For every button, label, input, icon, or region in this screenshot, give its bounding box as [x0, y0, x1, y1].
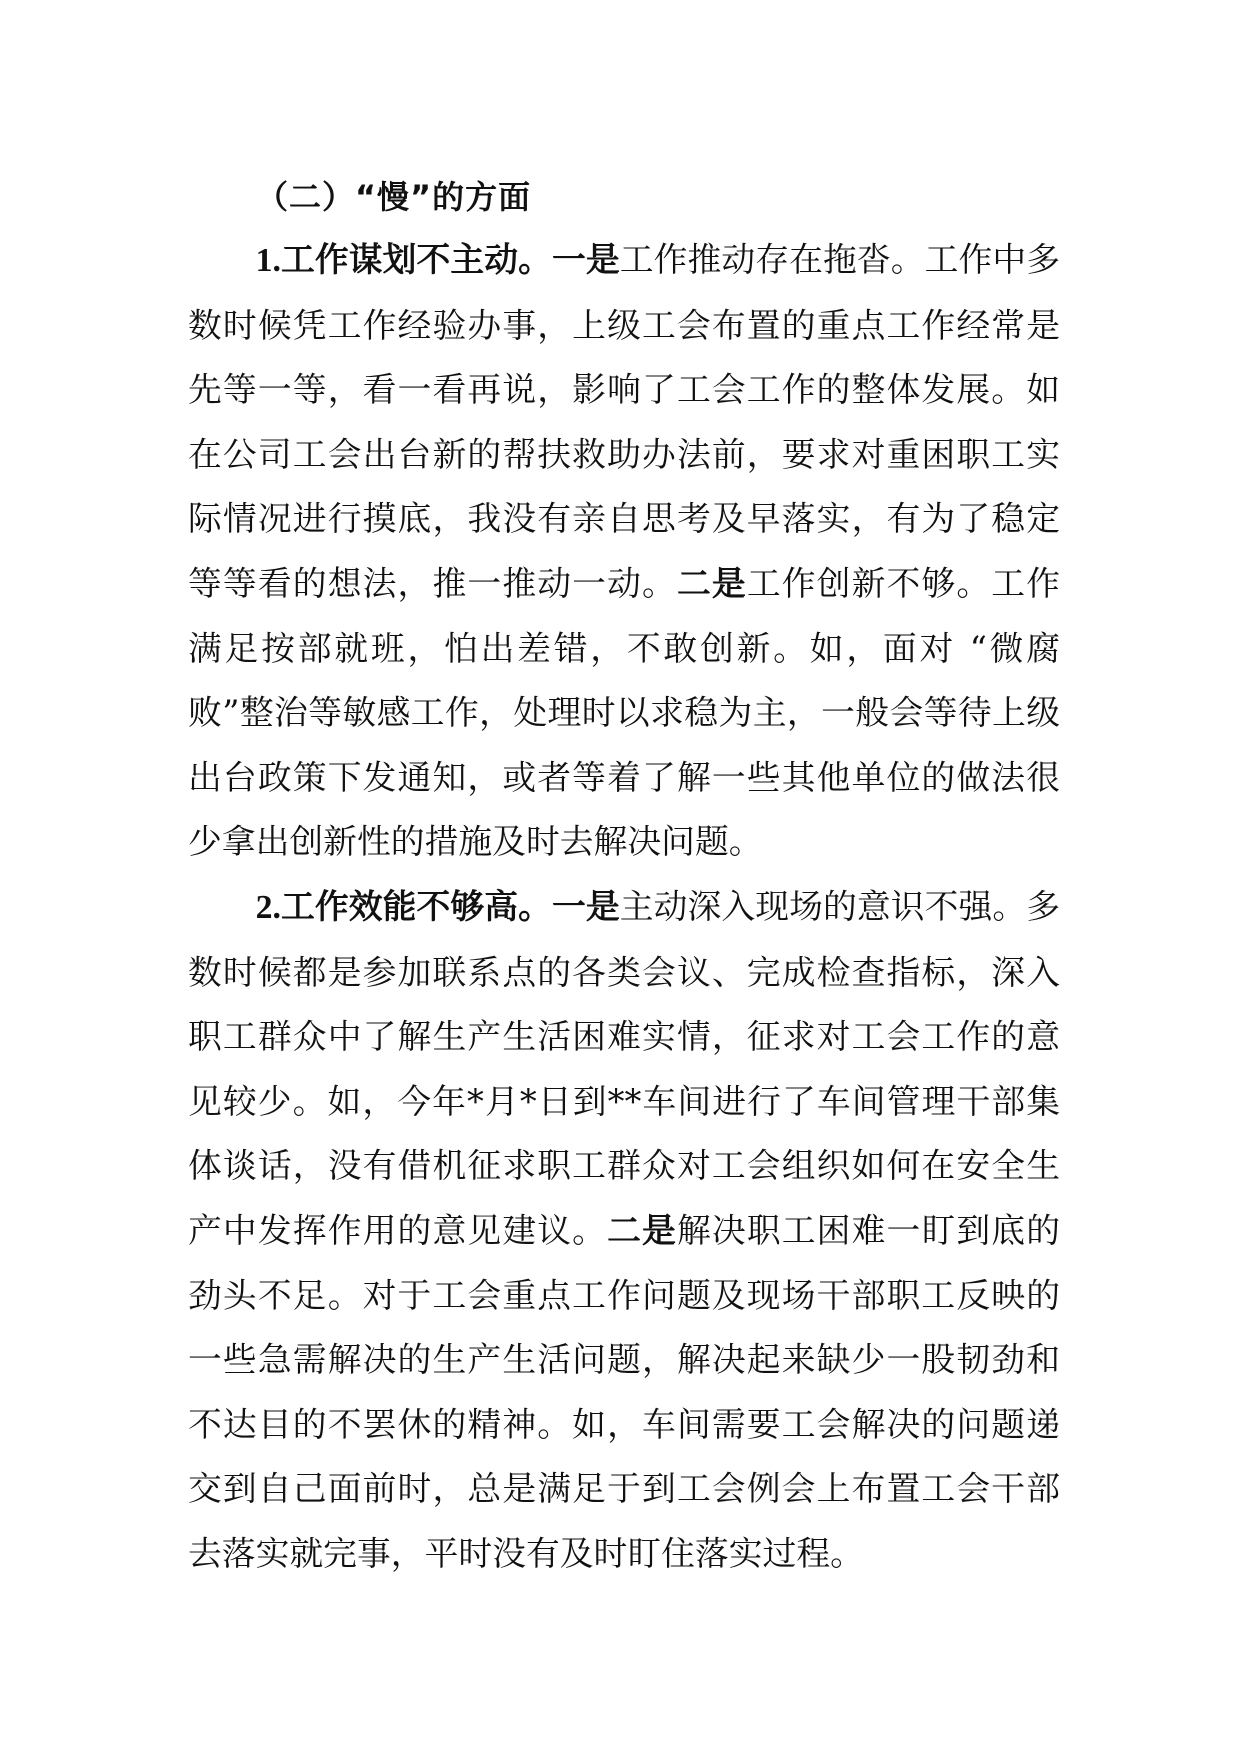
- paragraph-1: [188, 228, 1060, 875]
- paragraph-2-point-1-text: 主动深入现场的意识不强。多数时候都是参加联系点的各类会议、完成检查指标，深入职工群众中了解生产生活困难实情，征求对工会工作的意见较少。如，今年*月*日到**车间进行了车间管理干部集体谈话，没有借机征求职工群众对工会组织如何在安全生产中发挥作用的意见建议。: [188, 886, 1061, 1250]
- paragraph-2-point-2-label: 二是: [607, 1210, 677, 1250]
- paragraph-1-point-2-label: 二是: [676, 563, 747, 603]
- section-heading: （二）“慢”的方面: [256, 178, 532, 216]
- paragraph-2-title: 工作效能不够高。: [280, 886, 552, 926]
- paragraph-1-point-2-text: 工作创新不够。工作满足按部就班，怕出差错，不敢创新。如，面对 “微腐败”整治等敏感工作，处理时以求稳为主，一般会等待上级出台政策下发通知，或者等着了解一些其他单位的做法很少拿出创新性的措施及时去解决问题。: [188, 563, 1061, 862]
- paragraph-1-point-1-label: 一是: [552, 240, 620, 279]
- paragraph-2-point-2-text: 解决职工困难一盯到底的劲头不足。对于工会重点工作问题及现场干部职工反映的一些急需解决的生产生活问题，解决起来缺少一股韧劲和不达目的不罢休的精神。如，车间需要工会解决的问题递交到自己面前时，总是满足于到工会例会上布置工会干部去落实就完事，平时没有及时盯住落实过程。: [188, 1210, 1061, 1573]
- paragraph-1-point-1-text: 工作推动存在拖沓。工作中多数时候凭工作经验办事，上级工会布置的重点工作经常是先等一等，看一看再说，影响了工会工作的整体发展。如在公司工会出台新的帮扶救助办法前，要求对重困职工实际情况进行摸底，我没有亲自思考及早落实，有为了稳定等等看的想法，推一推动一动。: [188, 240, 1061, 603]
- paragraph-1-title: 工作谋划不主动。: [280, 240, 552, 279]
- paragraph-2: [188, 875, 1060, 1587]
- document-body: [188, 168, 1060, 1586]
- paragraph-2-number: 2.: [255, 888, 281, 926]
- paragraph-2-point-1-label: 一是: [552, 886, 620, 926]
- paragraph-1-number: 1.: [255, 242, 281, 279]
